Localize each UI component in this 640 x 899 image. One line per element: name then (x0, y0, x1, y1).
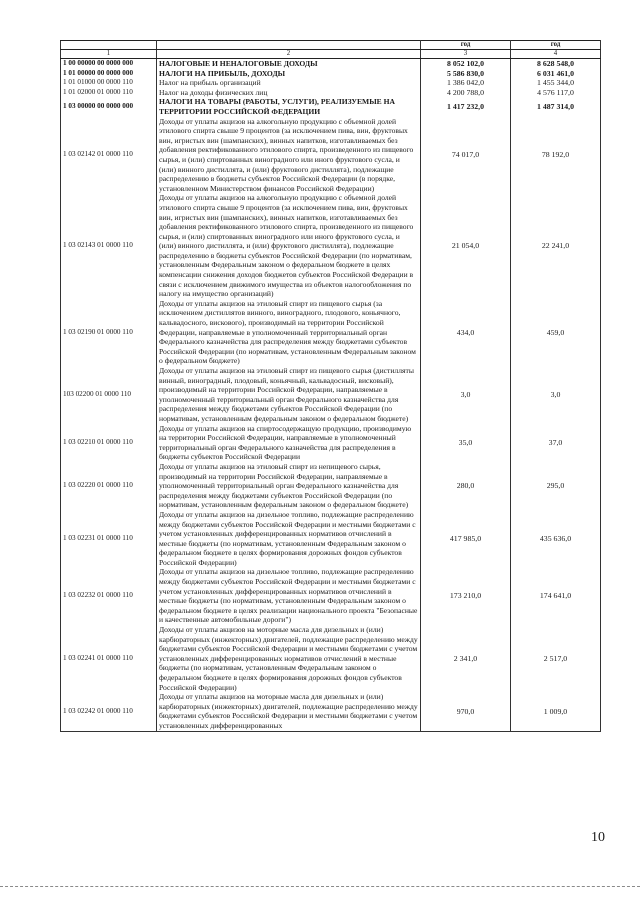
header-num-2: 2 (157, 50, 421, 59)
value-year-1: 74 017,0 (421, 117, 511, 194)
revenue-name: НАЛОГИ НА ПРИБЫЛЬ, ДОХОДЫ (157, 69, 421, 79)
table-row (61, 117, 601, 194)
header-number-row (61, 50, 601, 59)
budget-code: 1 01 00000 00 0000 000 (61, 69, 157, 79)
revenue-name: Доходы от уплаты акцизов на этиловый спирт из пищевого сырья (дистилляты винный, виноградный, плодовый, коньячный, кальвадосный, висковый), производимый на территории Российской Федерации, направляемые в уполномоченный территориальный орган Федерального казначейства для распределения между бюджетами субъектов Российской Федерации (по нормативам, установленным федеральным законом о федеральном бюджете) (157, 366, 421, 424)
header-year-col4: год (511, 41, 601, 50)
budget-code: 1 03 00000 00 0000 000 (61, 97, 157, 116)
table-row (61, 59, 601, 69)
table-row (61, 97, 601, 116)
revenue-name: Доходы от уплаты акцизов на дизельное топливо, подлежащие распределению между бюджетами субъектов Российской Федерации и местными бюджетами с учетом установленных дифференцированных нормативов отчислений в местные бюджеты (по нормативам, установленным Федеральным законом о федеральном бюджете в целях формирования дорожных фондов субъектов Российской Федерации) (157, 510, 421, 568)
budget-code: 1 01 02000 01 0000 110 (61, 88, 157, 98)
revenue-name: Доходы от уплаты акцизов на спиртосодержащую продукцию, производимую на территории Российской Федерации, направляемые в уполномоченный территориальный орган Федерального казначейства для распределения в бюджеты субъектов Российской Федерации (157, 424, 421, 462)
budget-code: 1 03 02190 01 0000 110 (61, 299, 157, 366)
budget-code: 1 03 02242 01 0000 110 (61, 692, 157, 731)
table-row (61, 193, 601, 299)
table-row (61, 510, 601, 568)
value-year-1: 1 417 232,0 (421, 97, 511, 116)
revenue-name: Доходы от уплаты акцизов на моторные масла для дизельных и (или) карбюраторных (инжекторных) двигателей, подлежащие распределению между бюджетами субъектов Российской Федерации и местными бюджетами с учетом установленных дифференцированных нормативов отчислений в местные бюджеты (по нормативам, установленным Федеральным законом о федеральном бюджете в целях формирования дорожных фондов субъектов Российской Федерации) (157, 625, 421, 692)
value-year-1: 2 341,0 (421, 625, 511, 692)
budget-code: 1 03 02142 01 0000 110 (61, 117, 157, 194)
revenue-name: Доходы от уплаты акцизов на алкогольную продукцию с объемной долей этилового спирта свыше 9 процентов (за исключением пива, вин, фруктовых вин, игристых вин (шампанских), винных напитков, изготавливаемых без добавления ректификованного этилового спирта, произведенного из пищевого сырья, и (или) спиртованных виноградного или иного фруктового сусла, и (или) винного дистиллята, и (или) фруктового дистиллята), подлежащие распределению в бюджеты субъектов Российской Федерации (в порядке, установленном Министерством финансов Российской Федерации) (157, 117, 421, 194)
header-num-4: 4 (511, 50, 601, 59)
value-year-2: 2 517,0 (511, 625, 601, 692)
value-year-1: 970,0 (421, 692, 511, 731)
value-year-2: 1 487 314,0 (511, 97, 601, 116)
budget-code: 1 03 02220 01 0000 110 (61, 462, 157, 510)
value-year-2: 3,0 (511, 366, 601, 424)
budget-code: 1 03 02231 01 0000 110 (61, 510, 157, 568)
header-col2-blank (157, 41, 421, 50)
header-num-3: 3 (421, 50, 511, 59)
header-year-row (61, 41, 601, 50)
budget-table-page (60, 40, 600, 732)
value-year-2: 8 628 548,0 (511, 59, 601, 69)
revenue-name: Налог на прибыль организаций (157, 78, 421, 88)
value-year-1: 8 052 102,0 (421, 59, 511, 69)
value-year-2: 78 192,0 (511, 117, 601, 194)
revenue-name: НАЛОГОВЫЕ И НЕНАЛОГОВЫЕ ДОХОДЫ (157, 59, 421, 69)
revenue-name: Доходы от уплаты акцизов на моторные масла для дизельных и (или) карбюраторных (инжекторных) двигателей, подлежащие распределению между бюджетами субъектов Российской Федерации и местными бюджетами с учетом установленных дифференцированных (157, 692, 421, 731)
table-row (61, 462, 601, 510)
table-row (61, 625, 601, 692)
table-row (61, 366, 601, 424)
value-year-2: 295,0 (511, 462, 601, 510)
budget-code: 1 03 02143 01 0000 110 (61, 193, 157, 299)
value-year-1: 1 386 042,0 (421, 78, 511, 88)
table-row (61, 88, 601, 98)
value-year-2: 459,0 (511, 299, 601, 366)
table-row (61, 424, 601, 462)
value-year-1: 280,0 (421, 462, 511, 510)
budget-code: 1 03 02210 01 0000 110 (61, 424, 157, 462)
table-body (61, 59, 601, 732)
value-year-2: 4 576 117,0 (511, 88, 601, 98)
budget-code: 1 01 01000 00 0000 110 (61, 78, 157, 88)
value-year-1: 3,0 (421, 366, 511, 424)
budget-code: 103 02200 01 0000 110 (61, 366, 157, 424)
table-row (61, 69, 601, 79)
revenue-name: Доходы от уплаты акцизов на этиловый спирт из пищевого сырья (за исключением дистиллятов винного, виноградного, плодового, коньячного, кальвадосного, вискового), производимый на территории Российской Федерации, направляемые в уполномоченный территориальный орган Федерального казначейства для распределения между бюджетами субъектов Российской Федерации (по нормативам, установленным Федеральным законом о федеральном бюджете) (157, 299, 421, 366)
scan-edge-divider (0, 886, 640, 887)
value-year-1: 35,0 (421, 424, 511, 462)
value-year-1: 417 985,0 (421, 510, 511, 568)
table-row (61, 78, 601, 88)
value-year-1: 173 210,0 (421, 567, 511, 625)
budget-revenue-table (60, 40, 601, 732)
revenue-name: Доходы от уплаты акцизов на этиловый спирт из непищевого сырья, производимый на территории Российской Федерации, направляемые в уполномоченный территориальный орган Федерального казначейства для распределения между бюджетами субъектов Российской Федерации (по нормативам, установленным федеральным законом о федеральном бюджете) (157, 462, 421, 510)
value-year-2: 22 241,0 (511, 193, 601, 299)
budget-code: 1 00 00000 00 0000 000 (61, 59, 157, 69)
revenue-name: Доходы от уплаты акцизов на алкогольную продукцию с объемной долей этилового спирта свыше 9 процентов (за исключением пива, вин, фруктовых вин, игристых вин (шампанских), винных напитков, изготавливаемых без добавления ректификованного этилового спирта, произведенного из пищевого сырья, и (или) спиртованных виноградного или иного фруктового сусла, и (или) винного дистиллята, и (или) фруктового дистиллята), подлежащие распределению в бюджеты субъектов Российской Федерации (по нормативам, установленным Федеральным законом о федеральном бюджете в целях компенсации снижения доходов бюджетов субъектов Российской Федерации в связи с исключением движимого имущества из объектов налогообложения по налогу на имущество организаций) (157, 193, 421, 299)
value-year-2: 435 636,0 (511, 510, 601, 568)
value-year-1: 434,0 (421, 299, 511, 366)
page-number: 10 (591, 830, 605, 845)
value-year-2: 1 455 344,0 (511, 78, 601, 88)
revenue-name: Налог на доходы физических лиц (157, 88, 421, 98)
value-year-2: 37,0 (511, 424, 601, 462)
revenue-name: Доходы от уплаты акцизов на дизельное топливо, подлежащие распределению между бюджетами субъектов Российской Федерации и местными бюджетами с учетом установленных дифференцированных нормативов отчислений в местные бюджеты (по нормативам, установленным Федеральным законом о федеральном бюджете в целях реализации национального проекта "Безопасные и качественные автомобильные дороги") (157, 567, 421, 625)
table-row (61, 299, 601, 366)
header-num-1: 1 (61, 50, 157, 59)
value-year-2: 1 009,0 (511, 692, 601, 731)
header-year-col3: год (421, 41, 511, 50)
table-row (61, 567, 601, 625)
value-year-1: 21 054,0 (421, 193, 511, 299)
value-year-2: 6 031 461,0 (511, 69, 601, 79)
budget-code: 1 03 02232 01 0000 110 (61, 567, 157, 625)
value-year-2: 174 641,0 (511, 567, 601, 625)
table-row (61, 692, 601, 731)
value-year-1: 5 586 830,0 (421, 69, 511, 79)
budget-code: 1 03 02241 01 0000 110 (61, 625, 157, 692)
header-col1-blank (61, 41, 157, 50)
value-year-1: 4 200 788,0 (421, 88, 511, 98)
revenue-name: НАЛОГИ НА ТОВАРЫ (РАБОТЫ, УСЛУГИ), РЕАЛИЗУЕМЫЕ НА ТЕРРИТОРИИ РОССИЙСКОЙ ФЕДЕРАЦИИ (157, 97, 421, 116)
